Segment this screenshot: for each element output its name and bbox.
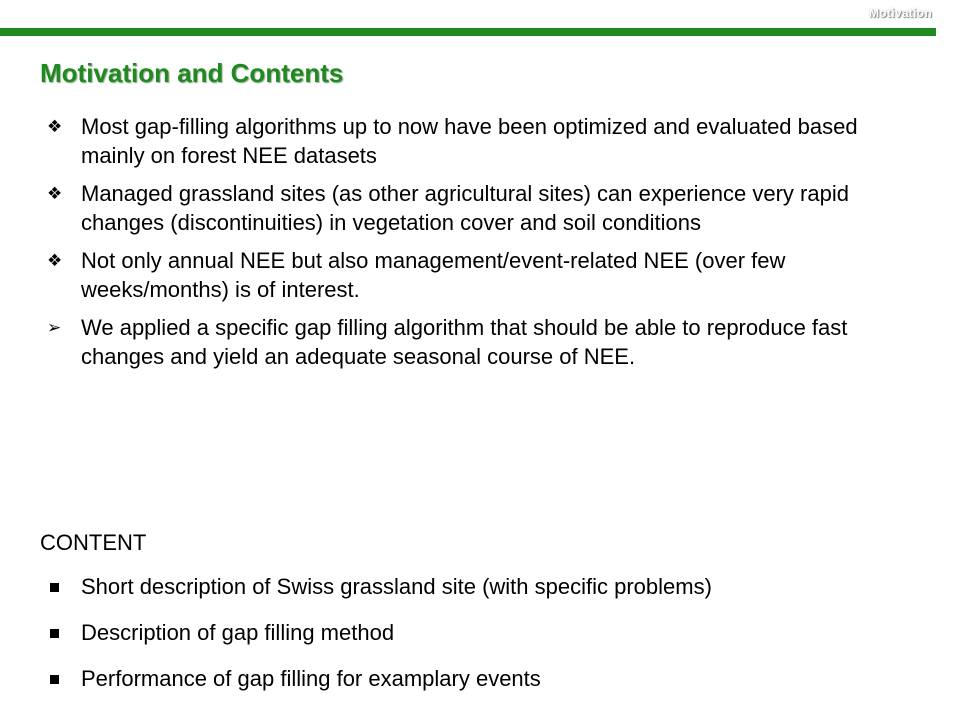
square-bullet-icon	[50, 583, 59, 592]
content-item	[40, 664, 900, 710]
bullet-text: Most gap-filling algorithms up to now have been optimized and evaluated based mainly on forest NEE datasets	[81, 114, 858, 168]
square-bullet-icon	[50, 675, 59, 684]
content-item	[40, 618, 900, 664]
diamond-bullet-icon: ❖	[47, 184, 63, 203]
content-item	[40, 572, 900, 618]
content-item-text: Description of gap filling method	[81, 620, 395, 645]
bullet-item	[40, 246, 900, 304]
content-item-text: Performance of gap filling for examplary events	[81, 666, 541, 691]
header-accent-bar	[0, 28, 936, 36]
bullet-item	[40, 313, 900, 371]
diamond-bullet-icon: ❖	[47, 117, 63, 136]
bullet-text: Not only annual NEE but also management/event-related NEE (over few weeks/months) is of interest.	[81, 248, 786, 302]
diamond-bullet-icon: ❖	[47, 251, 63, 270]
section-label: Motivation	[869, 6, 932, 20]
content-list	[40, 572, 900, 710]
square-bullet-icon	[50, 629, 59, 638]
content-heading: CONTENT	[40, 530, 147, 555]
bullet-text: We applied a specific gap filling algorithm that should be able to reproduce fast changes and yield an adequate seasonal course of NEE.	[81, 315, 848, 369]
bullet-text: Managed grassland sites (as other agricultural sites) can experience very rapid changes (discontinuities) in vegetation cover and soil conditions	[81, 181, 849, 235]
motivation-bullet-list	[40, 112, 900, 380]
bullet-item	[40, 112, 900, 170]
bullet-item	[40, 179, 900, 237]
content-item-text: Short description of Swiss grassland site (with specific problems)	[81, 574, 712, 599]
slide-title: Motivation and Contents	[40, 58, 344, 88]
arrow-bullet-icon: ➢	[47, 318, 62, 337]
